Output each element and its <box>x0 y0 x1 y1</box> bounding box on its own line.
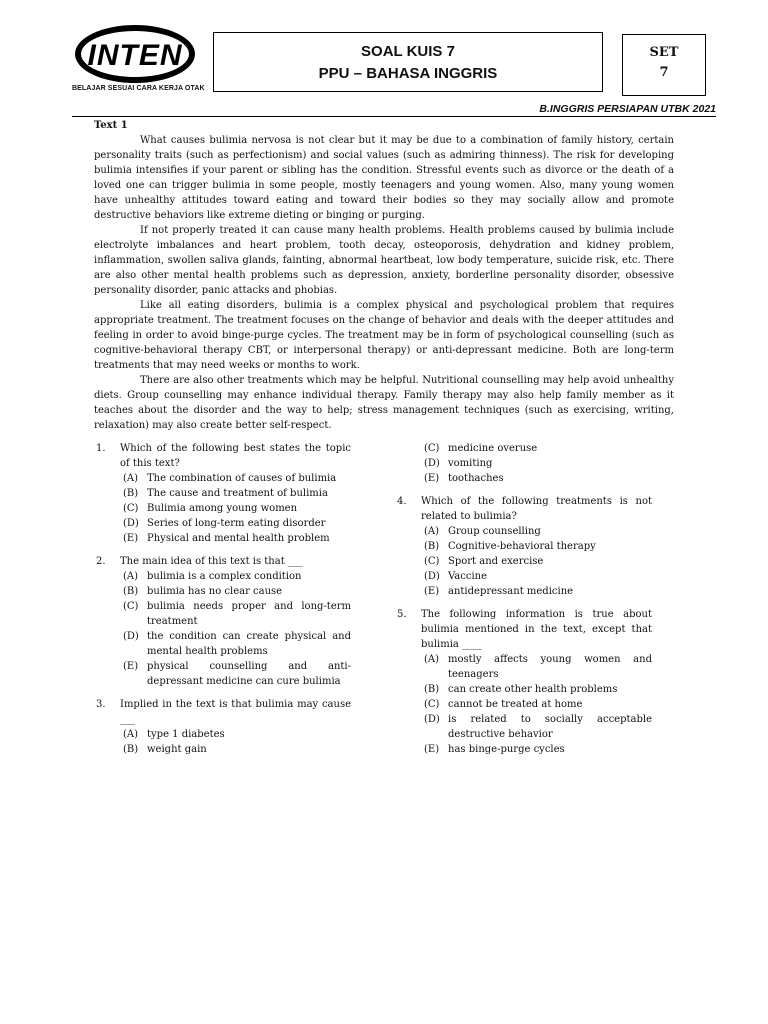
option-text: Series of long-term eating disorder <box>147 518 326 529</box>
option-text: Vaccine <box>448 571 488 582</box>
option-letter: (D) <box>424 458 440 469</box>
option-text: Cognitive-behavioral therapy <box>448 541 596 552</box>
option-text: is related to socially acceptable destructive behavior <box>448 714 652 740</box>
answer-option[interactable] <box>397 539 652 554</box>
question-stem: Which of the following treatments is not related to bulimia? <box>421 496 652 522</box>
reading-passage <box>94 118 674 433</box>
question-3 <box>96 697 351 757</box>
question-2 <box>96 554 351 689</box>
option-text: The combination of causes of bulimia <box>147 473 337 484</box>
set-number: 7 <box>659 65 669 80</box>
option-letter: (B) <box>123 488 139 499</box>
option-text: antidepressant medicine <box>448 586 574 597</box>
option-letter: (C) <box>424 556 440 567</box>
answer-option[interactable] <box>96 742 351 757</box>
answer-option[interactable] <box>96 501 351 516</box>
set-box <box>622 34 706 96</box>
option-text: can create other health problems <box>448 684 618 695</box>
question-stem: Implied in the text is that bulimia may cause ___ <box>120 699 351 725</box>
passage-label: Text 1 <box>94 120 128 131</box>
question-5 <box>397 607 652 757</box>
option-text: Physical and mental health problem <box>147 533 330 544</box>
question-number: 2. <box>96 556 106 567</box>
logo-wordmark: INTEN <box>87 39 183 72</box>
question-3-continued <box>397 441 652 486</box>
answer-option[interactable] <box>397 569 652 584</box>
answer-option[interactable] <box>96 569 351 584</box>
option-letter: (B) <box>123 586 139 597</box>
question-stem: The following information is true about bulimia mentioned in the text, except that bulimia ____ <box>421 609 652 650</box>
option-letter: (C) <box>424 699 440 710</box>
option-text: cannot be treated at home <box>448 699 583 710</box>
option-text: bulimia needs proper and long-term treatment <box>147 601 351 627</box>
option-text: Group counselling <box>448 526 541 537</box>
option-letter: (C) <box>424 443 440 454</box>
answer-option[interactable] <box>397 742 652 757</box>
logo-tagline: BELAJAR SESUAI CARA KERJA OTAK <box>72 85 205 92</box>
answer-option[interactable] <box>397 524 652 539</box>
answer-option[interactable] <box>397 584 652 599</box>
answer-option[interactable] <box>397 712 652 742</box>
option-letter: (A) <box>424 526 440 537</box>
subject-title: PPU – BAHASA INGGRIS <box>318 65 498 82</box>
questions-right-column <box>397 441 652 765</box>
option-letter: (D) <box>424 714 440 725</box>
option-letter: (D) <box>424 571 440 582</box>
answer-option[interactable] <box>397 441 652 456</box>
question-number: 1. <box>96 443 106 454</box>
answer-option[interactable] <box>96 584 351 599</box>
answer-option[interactable] <box>397 471 652 486</box>
answer-option[interactable] <box>96 531 351 546</box>
answer-option[interactable] <box>96 516 351 531</box>
option-letter: (D) <box>123 518 139 529</box>
option-letter: (A) <box>123 571 139 582</box>
quiz-title: SOAL KUIS 7 <box>361 43 455 60</box>
passage-paragraph: If not properly treated it can cause many health problems. Health problems caused by bulimia include electrolyte imbalances and heart problem, tooth decay, osteoporosis, dehydration and kidney problem, inflammation, swollen saliva glands, fainting, abnormal heartbeat, low body temperature, suicide risk, etc. There are also other mental health problems such as depression, anxiety, borderline personality disorder, obsessive personality disorder, panic attacks and phobias. <box>94 225 674 296</box>
option-text: bulimia is a complex condition <box>147 571 302 582</box>
passage-paragraph: There are also other treatments which may be helpful. Nutritional counselling may help avoid unhealthy diets. Group counselling may enhance individual therapy. Family therapy may also help family member as it teaches about the disorder and the way to help; stress management techniques (such as exercising, writing, relaxation) may also create better self-respect. <box>94 375 674 431</box>
option-letter: (E) <box>123 533 139 544</box>
option-text: Bulimia among young women <box>147 503 298 514</box>
header-subtitle: B.INGGRIS PERSIAPAN UTBK 2021 <box>539 103 716 115</box>
answer-option[interactable] <box>96 599 351 629</box>
option-letter: (B) <box>424 684 440 695</box>
option-letter: (A) <box>123 729 139 740</box>
passage-paragraph: What causes bulimia nervosa is not clear but it may be due to a combination of family history, certain personality traits (such as perfectionism) and social values (such as admiring thinness). The risk for developing bulimia intensifies if your parent or sibling has the condition. Stressful events such as divorce or the death of a loved one can trigger bulimia in some people, mostly teenagers and young women. Also, many young women have unhealthy attitudes toward eating and toward their bodies so they may socially allow and promote destructive behaviors like extreme dieting or binging or purging. <box>94 135 674 221</box>
question-stem: Which of the following best states the topic of this text? <box>120 443 351 469</box>
question-stem: The main idea of this text is that ___ <box>120 556 303 567</box>
option-text: type 1 diabetes <box>147 729 225 740</box>
option-text: medicine overuse <box>448 443 538 454</box>
question-4 <box>397 494 652 599</box>
set-label: SET <box>649 45 679 60</box>
option-letter: (B) <box>123 744 139 755</box>
questions-left-column <box>96 441 351 765</box>
question-number: 4. <box>397 496 407 507</box>
option-letter: (E) <box>424 586 440 597</box>
answer-option[interactable] <box>397 652 652 682</box>
title-box <box>213 32 603 92</box>
answer-option[interactable] <box>96 659 351 689</box>
answer-option[interactable] <box>397 456 652 471</box>
passage-paragraph: Like all eating disorders, bulimia is a complex physical and psychological problem that requires appropriate treatment. The treatment focuses on the change of behavior and deals with the deeper attitudes and feeling in order to avoid binge-purge cycles. The treatment may be in form of psychological counselling (such as cognitive-behavioral therapy CBT, or interpersonal therapy) or anti-depressant medicine. Both are long-term treatments that may need weeks or months to work. <box>94 300 674 371</box>
option-text: toothaches <box>448 473 504 484</box>
option-text: mostly affects young women and teenagers <box>448 654 652 680</box>
option-letter: (E) <box>424 744 440 755</box>
option-letter: (A) <box>123 473 139 484</box>
option-text: Sport and exercise <box>448 556 544 567</box>
option-letter: (E) <box>424 473 440 484</box>
answer-option[interactable] <box>397 554 652 569</box>
answer-option[interactable] <box>96 471 351 486</box>
option-letter: (C) <box>123 601 139 612</box>
question-number: 5. <box>397 609 407 620</box>
option-letter: (D) <box>123 631 139 642</box>
answer-option[interactable] <box>96 629 351 659</box>
option-letter: (B) <box>424 541 440 552</box>
option-text: weight gain <box>147 744 207 755</box>
option-letter: (C) <box>123 503 139 514</box>
header-divider <box>72 116 716 117</box>
option-text: vomiting <box>448 458 493 469</box>
option-text: bulimia has no clear cause <box>147 586 283 597</box>
answer-option[interactable] <box>96 727 351 742</box>
option-text: The cause and treatment of bulimia <box>147 488 328 499</box>
answer-option[interactable] <box>96 486 351 501</box>
option-text: has binge-purge cycles <box>448 744 565 755</box>
question-1 <box>96 441 351 546</box>
option-letter: (A) <box>424 654 440 665</box>
answer-option[interactable] <box>397 682 652 697</box>
option-text: physical counselling and anti-depressant medicine can cure bulimia <box>147 661 351 687</box>
question-number: 3. <box>96 699 106 710</box>
option-letter: (E) <box>123 661 139 672</box>
answer-option[interactable] <box>397 697 652 712</box>
option-text: the condition can create physical and mental health problems <box>147 631 351 657</box>
